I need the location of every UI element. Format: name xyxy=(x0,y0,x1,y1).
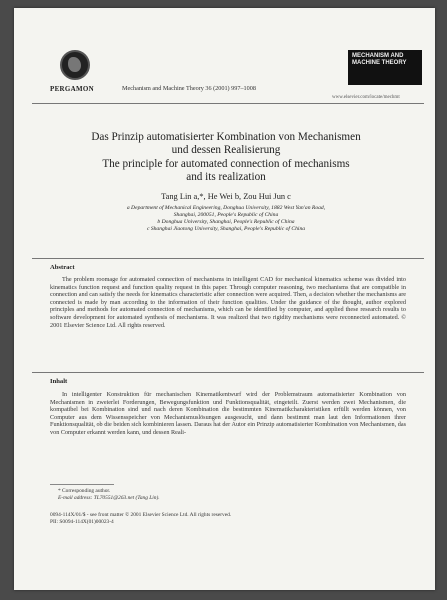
publisher-logo-icon xyxy=(60,50,90,80)
issn-line: 0094-114X/01/$ - see front matter © 2001 Elsevier Science Ltd. All rights reserved. xyxy=(50,512,232,518)
german-title-line-1: Das Prinzip automatisierter Kombination von Mechanismen xyxy=(91,131,361,143)
abstract-divider xyxy=(32,258,424,259)
author-email: E-mail address: TL70551@263.net (Tang Lin). xyxy=(58,495,160,501)
journal-website: www.elsevier.com/locate/mechmt xyxy=(332,95,400,100)
journal-page xyxy=(14,8,435,590)
inhalt-heading: Inhalt xyxy=(50,378,68,385)
abstract-text: The problem roomage for automated connection of mechanisms in intelligent CAD for mechanical kinematics scheme was divided into kinematics function request and function quality request in this paper. Through computer reasoning, two mechanisms that are compatible in connection and can satisfy the needs for kinematics characteristic after connection were acquired. Then, a decision whether the mechanisms are connected is made by man according to the information of their function qualities. Under the guidance of the thought, author explored principles and methods for automated connection of mechanisms, which can be identified by computer, and applied these research results to software development for automated synthesis of mechanisms. It was realized that two rigidity mechanisms were reconnected automated. © 2001 Elsevier Science Ltd. All rights reserved. xyxy=(50,276,406,329)
author-list: Tang Lin a,*, He Wei b, Zou Hui Jun c xyxy=(161,192,291,201)
english-title-line-1: The principle for automated connection of mechanisms xyxy=(102,158,350,170)
header-divider xyxy=(32,103,424,104)
journal-citation: Mechanism and Machine Theory 36 (2001) 997–1008 xyxy=(122,85,256,92)
journal-cover-title: MECHANISM AND MACHINE THEORY xyxy=(348,50,422,85)
english-title-line-2: and its realization xyxy=(186,170,266,183)
inhalt-text: In intelligenter Konstruktion für mechanischen Kinematikentwurf wird der Problemstraum automatisierter Kombination von Mechanismen in zweierlei Forderungen, Bewegungsfunktion und Funktionsqualität, eingeteilt. Zuerst werden zwei Mechanismen, die kompatibel bei Kombination sind und nach deren Kombination die bestimmten Kinematikcharakteristiken erfüllt werden können, von Computer aus dem Wissensspeicher von Mechanismuslösungen ausgesucht, und dann bestimmt man laut den Informationen ihrer Funktionsqualität, ob die beiden sich kombinieren lassen. Daraus hat der Autor ein Prinzip automatisierter Kombination von Mechanismen, das von Computer erkannt werden kann, und dessen Reali- xyxy=(50,391,406,436)
affiliation-c: c Shanghai Jiaotong University, Shanghai, People's Republic of China xyxy=(146,226,306,232)
english-title xyxy=(38,158,414,183)
german-title-line-2: und dessen Realisierung xyxy=(171,143,281,156)
affiliation-b: b Donghua University, Shanghai, People's Republic of China xyxy=(157,219,295,225)
affiliation-a1: a Department of Mechanical Engineering, Donghua University, 1882 West Yan'an Road, xyxy=(126,205,326,211)
publisher-name: PERGAMON xyxy=(50,85,95,93)
inhalt-divider xyxy=(32,372,424,373)
german-title xyxy=(38,131,414,156)
corresponding-author-note: * Corresponding author. xyxy=(58,488,111,494)
footnote-divider xyxy=(50,484,114,485)
affiliation-a2: Shanghai, 200051, People's Republic of China xyxy=(173,212,279,218)
abstract-heading: Abstract xyxy=(50,264,75,271)
pii-line: PII: S0094-114X(01)00023-4 xyxy=(50,519,114,525)
